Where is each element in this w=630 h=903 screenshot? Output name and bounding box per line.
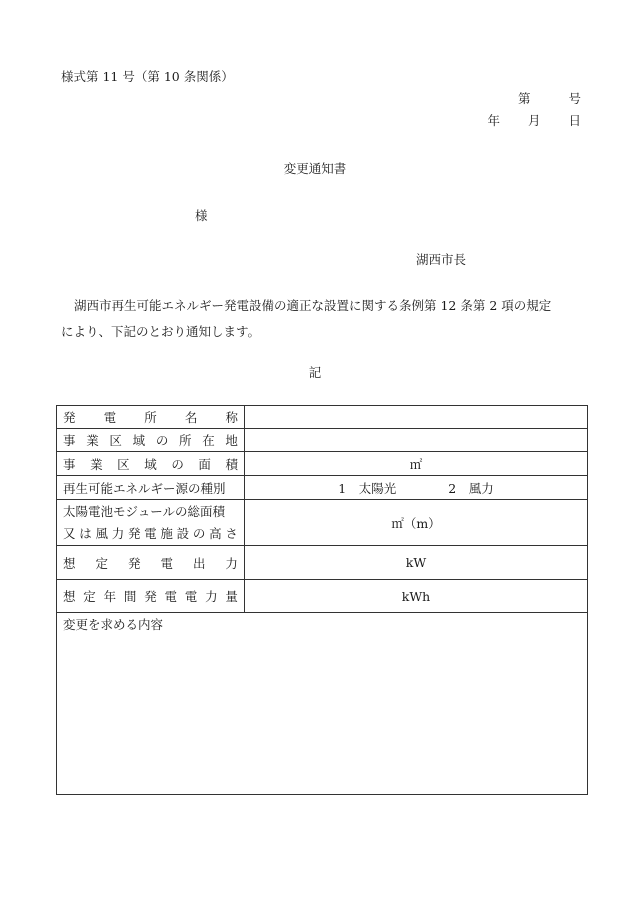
label-char: 業 [90,456,103,472]
row-label-text [63,431,238,449]
label-char: 積 [225,456,238,472]
label-char: 面 [198,456,211,472]
document-title: 変更通知書 [283,161,347,176]
label-char: の [171,456,184,472]
label-char: 電 [103,410,117,425]
row-value[interactable]: ㎡ [245,452,588,476]
row-value[interactable]: kW [245,546,588,580]
label-char: 想 [63,555,76,571]
row-label-line-1: 太陽電池モジュールの総面積 [63,503,226,519]
label-char: 間 [123,589,137,604]
row-label: 再生可能エネルギー源の種別 [57,476,245,500]
label-char: 施 [160,525,173,541]
ki-heading: 記 [308,365,322,380]
body-line-2: により、下記のとおり通知します。 [61,324,261,339]
label-char: 発 [127,555,141,571]
label-char: 力 [225,555,238,571]
label-char: 風 [95,525,108,541]
date-day: 日 [568,113,581,128]
document-date [487,111,581,129]
label-char: 事 [63,456,76,472]
label-char: 域 [144,456,157,472]
label-char: 年 [103,589,117,604]
table-row [57,500,588,546]
label-char: の [155,433,169,448]
row-value[interactable] [245,406,588,429]
label-char: 業 [86,433,99,448]
table-row [57,613,588,795]
label-char: 在 [202,433,215,448]
label-char: 電 [184,589,198,604]
row-label [57,406,245,429]
label-char: 出 [192,555,206,571]
label-char: 定 [95,555,108,571]
label-char: 設 [176,525,190,541]
row-label [57,500,245,546]
row-label-text [63,523,238,545]
date-month: 月 [527,113,541,128]
label-char: 力 [205,589,218,604]
table-row [57,406,588,429]
row-label-text [63,455,238,473]
document-number [518,89,581,107]
row-label-text [63,587,238,605]
label-char: 想 [63,589,76,604]
row-value[interactable] [245,429,588,452]
row-label [57,546,245,580]
table-row [57,429,588,452]
option-solar[interactable]: 1 太陽光 [338,480,397,496]
doc-number-go: 号 [568,91,581,106]
label-char: 域 [132,433,146,448]
body-text [61,293,589,345]
label-char: 発 [63,410,76,425]
form-number: 様式第 11 号（第 10 条関係） [61,69,234,84]
row-label [57,580,245,613]
label-char: 事 [63,433,76,448]
label-char: 区 [109,433,122,448]
label-char: 所 [179,433,192,448]
label-char: 名 [184,410,198,425]
table-row [57,546,588,580]
table-row [57,476,588,500]
addressee: 様 [195,208,208,223]
row-label [57,452,245,476]
label-char: は [79,525,92,541]
notes-cell[interactable] [57,613,588,795]
label-char: 高 [209,525,222,541]
row-label-text [63,408,238,426]
row-label-text [63,554,238,572]
date-year: 年 [487,113,500,128]
label-char: 量 [225,589,238,604]
label-char: 定 [83,589,96,604]
table-row [57,580,588,613]
sender: 湖西市長 [416,252,467,267]
label-char: 電 [144,525,157,541]
label-char: 所 [144,410,157,425]
doc-number-dai: 第 [517,91,531,106]
label-char: 又 [63,525,76,541]
label-char: 地 [225,433,238,448]
body-line-1: 湖西市再生可能エネルギー発電設備の適正な設置に関する条例第 12 条第 2 項の規定 [74,298,552,313]
row-value[interactable]: kWh [245,580,588,613]
notes-label: 変更を求める内容 [63,617,164,632]
label-char: の [192,525,206,541]
row-label [57,429,245,452]
notification-form-table [56,405,588,795]
label-char: 発 [144,589,157,604]
option-wind[interactable]: 2 風力 [448,480,494,496]
label-char: 力 [111,525,125,541]
row-value[interactable]: ㎡（m） [245,500,588,546]
label-char: 電 [164,589,177,604]
label-char: 電 [160,555,173,571]
row-value[interactable] [245,476,588,500]
label-char: 称 [225,410,238,425]
label-char: さ [225,525,238,541]
table-row [57,452,588,476]
label-char: 発 [127,525,141,541]
label-char: 区 [117,456,130,472]
